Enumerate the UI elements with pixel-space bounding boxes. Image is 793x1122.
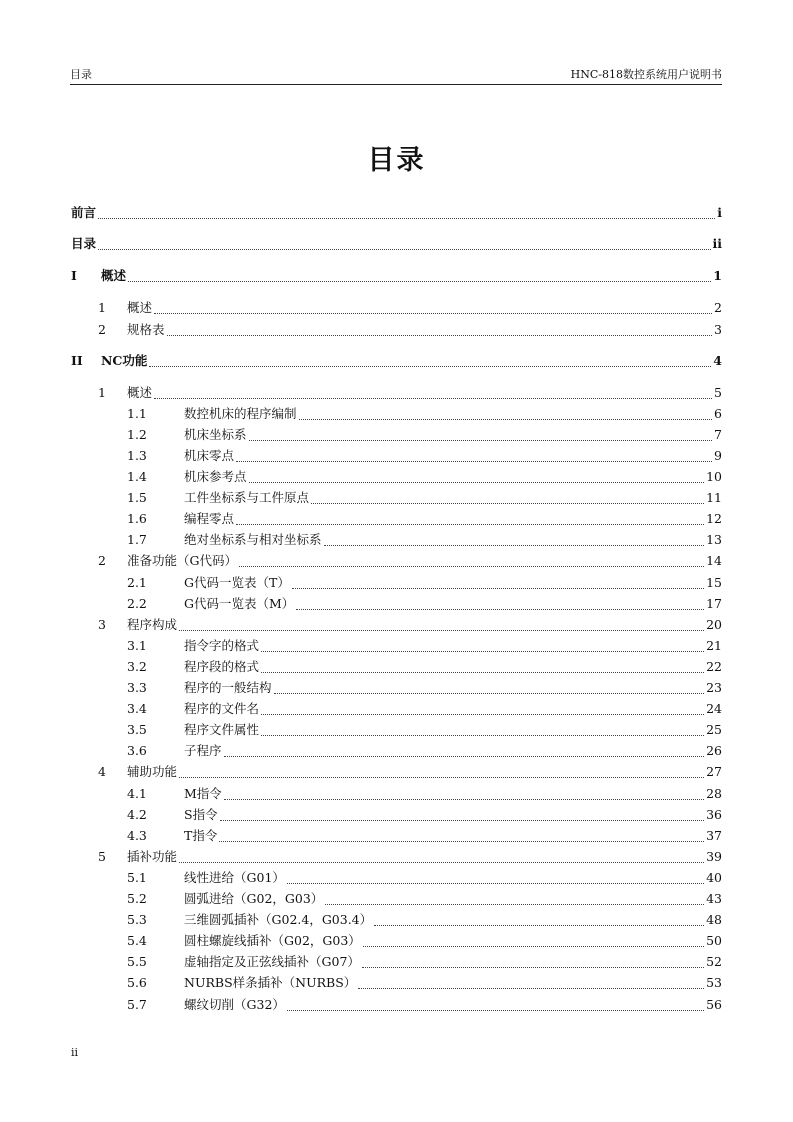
toc-page-number: 6 [714, 406, 722, 421]
toc-title: 目录 [71, 236, 97, 251]
toc-number: 2.2 [127, 596, 147, 611]
toc-leader-dots [179, 620, 704, 631]
toc-page-number: 3 [714, 322, 722, 337]
toc-number: 5.3 [127, 912, 147, 927]
toc-page-number: 56 [706, 997, 722, 1012]
toc-number: 3.3 [127, 680, 147, 695]
toc-entry[interactable] [127, 532, 722, 548]
toc-leader-dots [363, 936, 704, 947]
page-number: ii [71, 1046, 79, 1059]
toc-title: 机床参考点 [184, 469, 247, 484]
toc-number: 3.1 [127, 638, 147, 653]
toc-leader-dots [311, 493, 704, 504]
toc-title: S指令 [184, 807, 218, 822]
toc-page-number: 52 [706, 954, 722, 969]
toc-title: 机床零点 [184, 448, 235, 463]
toc-number: 1.7 [127, 532, 147, 547]
toc-number: 4.1 [127, 786, 147, 801]
toc-number: 5.5 [127, 954, 147, 969]
toc-entry[interactable] [127, 954, 722, 970]
toc-page-number: 1 [713, 268, 722, 283]
toc-page-number: 13 [706, 532, 722, 547]
toc-page-number: 23 [706, 680, 722, 695]
toc-title: 程序构成 [127, 617, 178, 632]
toc-title: 概述 [127, 300, 153, 315]
toc-page-number: 36 [706, 807, 722, 822]
toc-page-number: 27 [706, 764, 722, 779]
toc-title: NC功能 [101, 353, 148, 368]
toc-page-number: 10 [706, 469, 722, 484]
toc-entry[interactable] [98, 322, 722, 338]
toc-number: 3 [98, 617, 106, 632]
toc-number: 1.2 [127, 427, 147, 442]
toc-entry[interactable] [127, 701, 722, 717]
toc-number: 3.4 [127, 701, 147, 716]
toc-title: 三维圆弧插补（G02.4，G03.4） [184, 912, 373, 927]
toc-leader-dots [274, 683, 705, 694]
toc-number: 2 [98, 322, 106, 337]
toc-number: 1 [98, 300, 106, 315]
toc-page-number: 25 [706, 722, 722, 737]
toc-title: 程序段的格式 [184, 659, 260, 674]
toc-page-number: 48 [706, 912, 722, 927]
toc-page-number: 53 [706, 975, 722, 990]
toc-page-number: 9 [714, 448, 722, 463]
toc-leader-dots [128, 271, 711, 282]
toc-number: 1.4 [127, 469, 147, 484]
toc-leader-dots [324, 535, 705, 546]
toc-page-number: ii [712, 236, 722, 251]
toc-leader-dots [362, 957, 704, 968]
toc-entry[interactable] [71, 353, 722, 369]
toc-number: 1.1 [127, 406, 147, 421]
toc-leader-dots [149, 356, 711, 367]
toc-leader-dots [179, 767, 704, 778]
toc-page-number: 21 [706, 638, 722, 653]
toc-leader-dots [224, 746, 705, 757]
toc-entry[interactable] [98, 764, 722, 780]
toc-number: 5.4 [127, 933, 147, 948]
toc-title: 圆柱螺旋线插补（G02，G03） [184, 933, 361, 948]
toc-title: 概述 [101, 268, 127, 283]
toc-entry[interactable] [127, 575, 722, 591]
toc-number: 1.3 [127, 448, 147, 463]
toc-leader-dots [261, 662, 704, 673]
toc-number: 5.7 [127, 997, 147, 1012]
toc-page-number: 11 [706, 490, 722, 505]
toc-entry[interactable] [98, 385, 722, 401]
toc-entry[interactable] [98, 300, 722, 316]
toc-entry[interactable] [127, 448, 722, 464]
toc-leader-dots [219, 831, 704, 842]
toc-entry[interactable] [98, 553, 722, 569]
toc-leader-dots [249, 430, 713, 441]
toc-entry[interactable] [127, 490, 722, 506]
toc-number: 3.5 [127, 722, 147, 737]
toc-page-number: 39 [706, 849, 722, 864]
toc-entry[interactable] [127, 870, 722, 886]
toc-title: 绝对坐标系与相对坐标系 [184, 532, 322, 547]
toc-leader-dots [374, 915, 704, 926]
toc-leader-dots [358, 978, 704, 989]
toc-page-number: 50 [706, 933, 722, 948]
toc-number: 1 [98, 385, 106, 400]
toc-entry[interactable] [127, 828, 722, 844]
toc-entry[interactable] [127, 680, 722, 696]
page-header [70, 64, 722, 85]
toc-number: I [71, 268, 77, 283]
header-left: 目录 [70, 68, 92, 81]
toc-title: 准备功能（G代码） [127, 553, 237, 568]
toc-leader-dots [287, 1000, 704, 1011]
toc-title: G代码一览表（T） [184, 575, 290, 590]
toc-number: 4 [98, 764, 106, 779]
toc-title: G代码一览表（M） [184, 596, 295, 611]
toc-entry[interactable] [127, 511, 722, 527]
toc-leader-dots [167, 325, 713, 336]
toc-title: 工件坐标系与工件原点 [184, 490, 310, 505]
toc-entry[interactable] [71, 268, 722, 284]
toc-page-number: 7 [714, 427, 722, 442]
toc-page-number: 26 [706, 743, 722, 758]
toc-leader-dots [154, 388, 712, 399]
toc-entry[interactable] [127, 638, 722, 654]
toc-leader-dots [292, 578, 704, 589]
toc-leader-dots [261, 641, 704, 652]
toc-title: 前言 [71, 205, 97, 220]
toc-title: 辅助功能 [127, 764, 178, 779]
toc-number: 5.2 [127, 891, 147, 906]
toc-entry[interactable] [127, 469, 722, 485]
toc-number: II [71, 353, 83, 368]
toc-title: 程序的一般结构 [184, 680, 272, 695]
toc-entry[interactable] [127, 427, 722, 443]
page-title: 目录 [367, 145, 426, 176]
toc-page-number: 17 [706, 596, 722, 611]
toc-entry[interactable] [127, 807, 722, 823]
toc-leader-dots [261, 704, 704, 715]
toc-title: 子程序 [184, 743, 222, 758]
toc-title: NURBS样条插补（NURBS） [184, 975, 357, 990]
toc-number: 5.6 [127, 975, 147, 990]
toc-title: 规格表 [127, 322, 165, 337]
toc-number: 3.6 [127, 743, 147, 758]
toc-number: 3.2 [127, 659, 147, 674]
toc-page-number: 22 [706, 659, 722, 674]
toc-page-number: 37 [706, 828, 722, 843]
toc-entry[interactable] [98, 849, 722, 865]
toc-number: 5 [98, 849, 106, 864]
toc-title: 数控机床的程序编制 [184, 406, 297, 421]
toc-number: 4.3 [127, 828, 147, 843]
toc-title: 指令字的格式 [184, 638, 260, 653]
toc-entry[interactable] [127, 975, 722, 991]
toc-title: 机床坐标系 [184, 427, 247, 442]
toc-title: 程序的文件名 [184, 701, 260, 716]
header-right: HNC-818数控系统用户说明书 [570, 68, 722, 81]
toc-entry[interactable] [127, 406, 722, 422]
toc-number: 2.1 [127, 575, 147, 590]
toc-title: 概述 [127, 385, 153, 400]
toc-entry[interactable] [71, 205, 722, 221]
toc-page-number: 24 [706, 701, 722, 716]
toc-number: 2 [98, 553, 106, 568]
toc-title: 线性进给（G01） [184, 870, 285, 885]
toc-entry[interactable] [127, 912, 722, 928]
toc-page-number: 2 [714, 300, 722, 315]
toc-leader-dots [236, 514, 704, 525]
toc-leader-dots [236, 451, 712, 462]
toc-entry[interactable] [71, 236, 722, 252]
toc-page-number: 40 [706, 870, 722, 885]
toc-title: 圆弧进给（G02，G03） [184, 891, 324, 906]
toc-title: 编程零点 [184, 511, 235, 526]
toc-leader-dots [98, 239, 710, 250]
toc-title: 程序文件属性 [184, 722, 260, 737]
toc-number: 5.1 [127, 870, 147, 885]
toc-number: 1.6 [127, 511, 147, 526]
toc-leader-dots [154, 303, 712, 314]
toc-entry[interactable] [98, 617, 722, 633]
toc-leader-dots [261, 725, 704, 736]
toc-leader-dots [224, 789, 704, 800]
toc-title: M指令 [184, 786, 222, 801]
toc-entry[interactable] [127, 933, 722, 949]
toc-leader-dots [98, 208, 715, 219]
toc-page-number: 14 [706, 553, 722, 568]
toc-entry[interactable] [127, 722, 722, 738]
toc-leader-dots [296, 599, 704, 610]
toc-page-number: 43 [706, 891, 722, 906]
toc-leader-dots [179, 852, 704, 863]
toc-page-number: 15 [706, 575, 722, 590]
toc-entry[interactable] [127, 659, 722, 675]
toc-leader-dots [249, 472, 705, 483]
toc-number: 4.2 [127, 807, 147, 822]
toc-number: 1.5 [127, 490, 147, 505]
toc-page-number: 12 [706, 511, 722, 526]
toc-entry[interactable] [127, 891, 722, 907]
toc-leader-dots [299, 409, 713, 420]
toc-page-number: i [717, 205, 722, 220]
toc-title: T指令 [184, 828, 218, 843]
toc-page-number: 5 [714, 385, 722, 400]
toc-leader-dots [325, 894, 704, 905]
toc-title: 插补功能 [127, 849, 178, 864]
toc-leader-dots [287, 873, 704, 884]
toc-title: 虚轴指定及正弦线插补（G07） [184, 954, 360, 969]
toc-leader-dots [239, 556, 704, 567]
toc-entry[interactable] [127, 743, 722, 759]
toc-page-number: 4 [713, 353, 722, 368]
toc-page-number: 28 [706, 786, 722, 801]
toc-page-number: 20 [706, 617, 722, 632]
toc-entry[interactable] [127, 997, 722, 1013]
toc-entry[interactable] [127, 596, 722, 612]
toc-leader-dots [220, 810, 705, 821]
toc-entry[interactable] [127, 786, 722, 802]
toc-title: 螺纹切削（G32） [184, 997, 285, 1012]
